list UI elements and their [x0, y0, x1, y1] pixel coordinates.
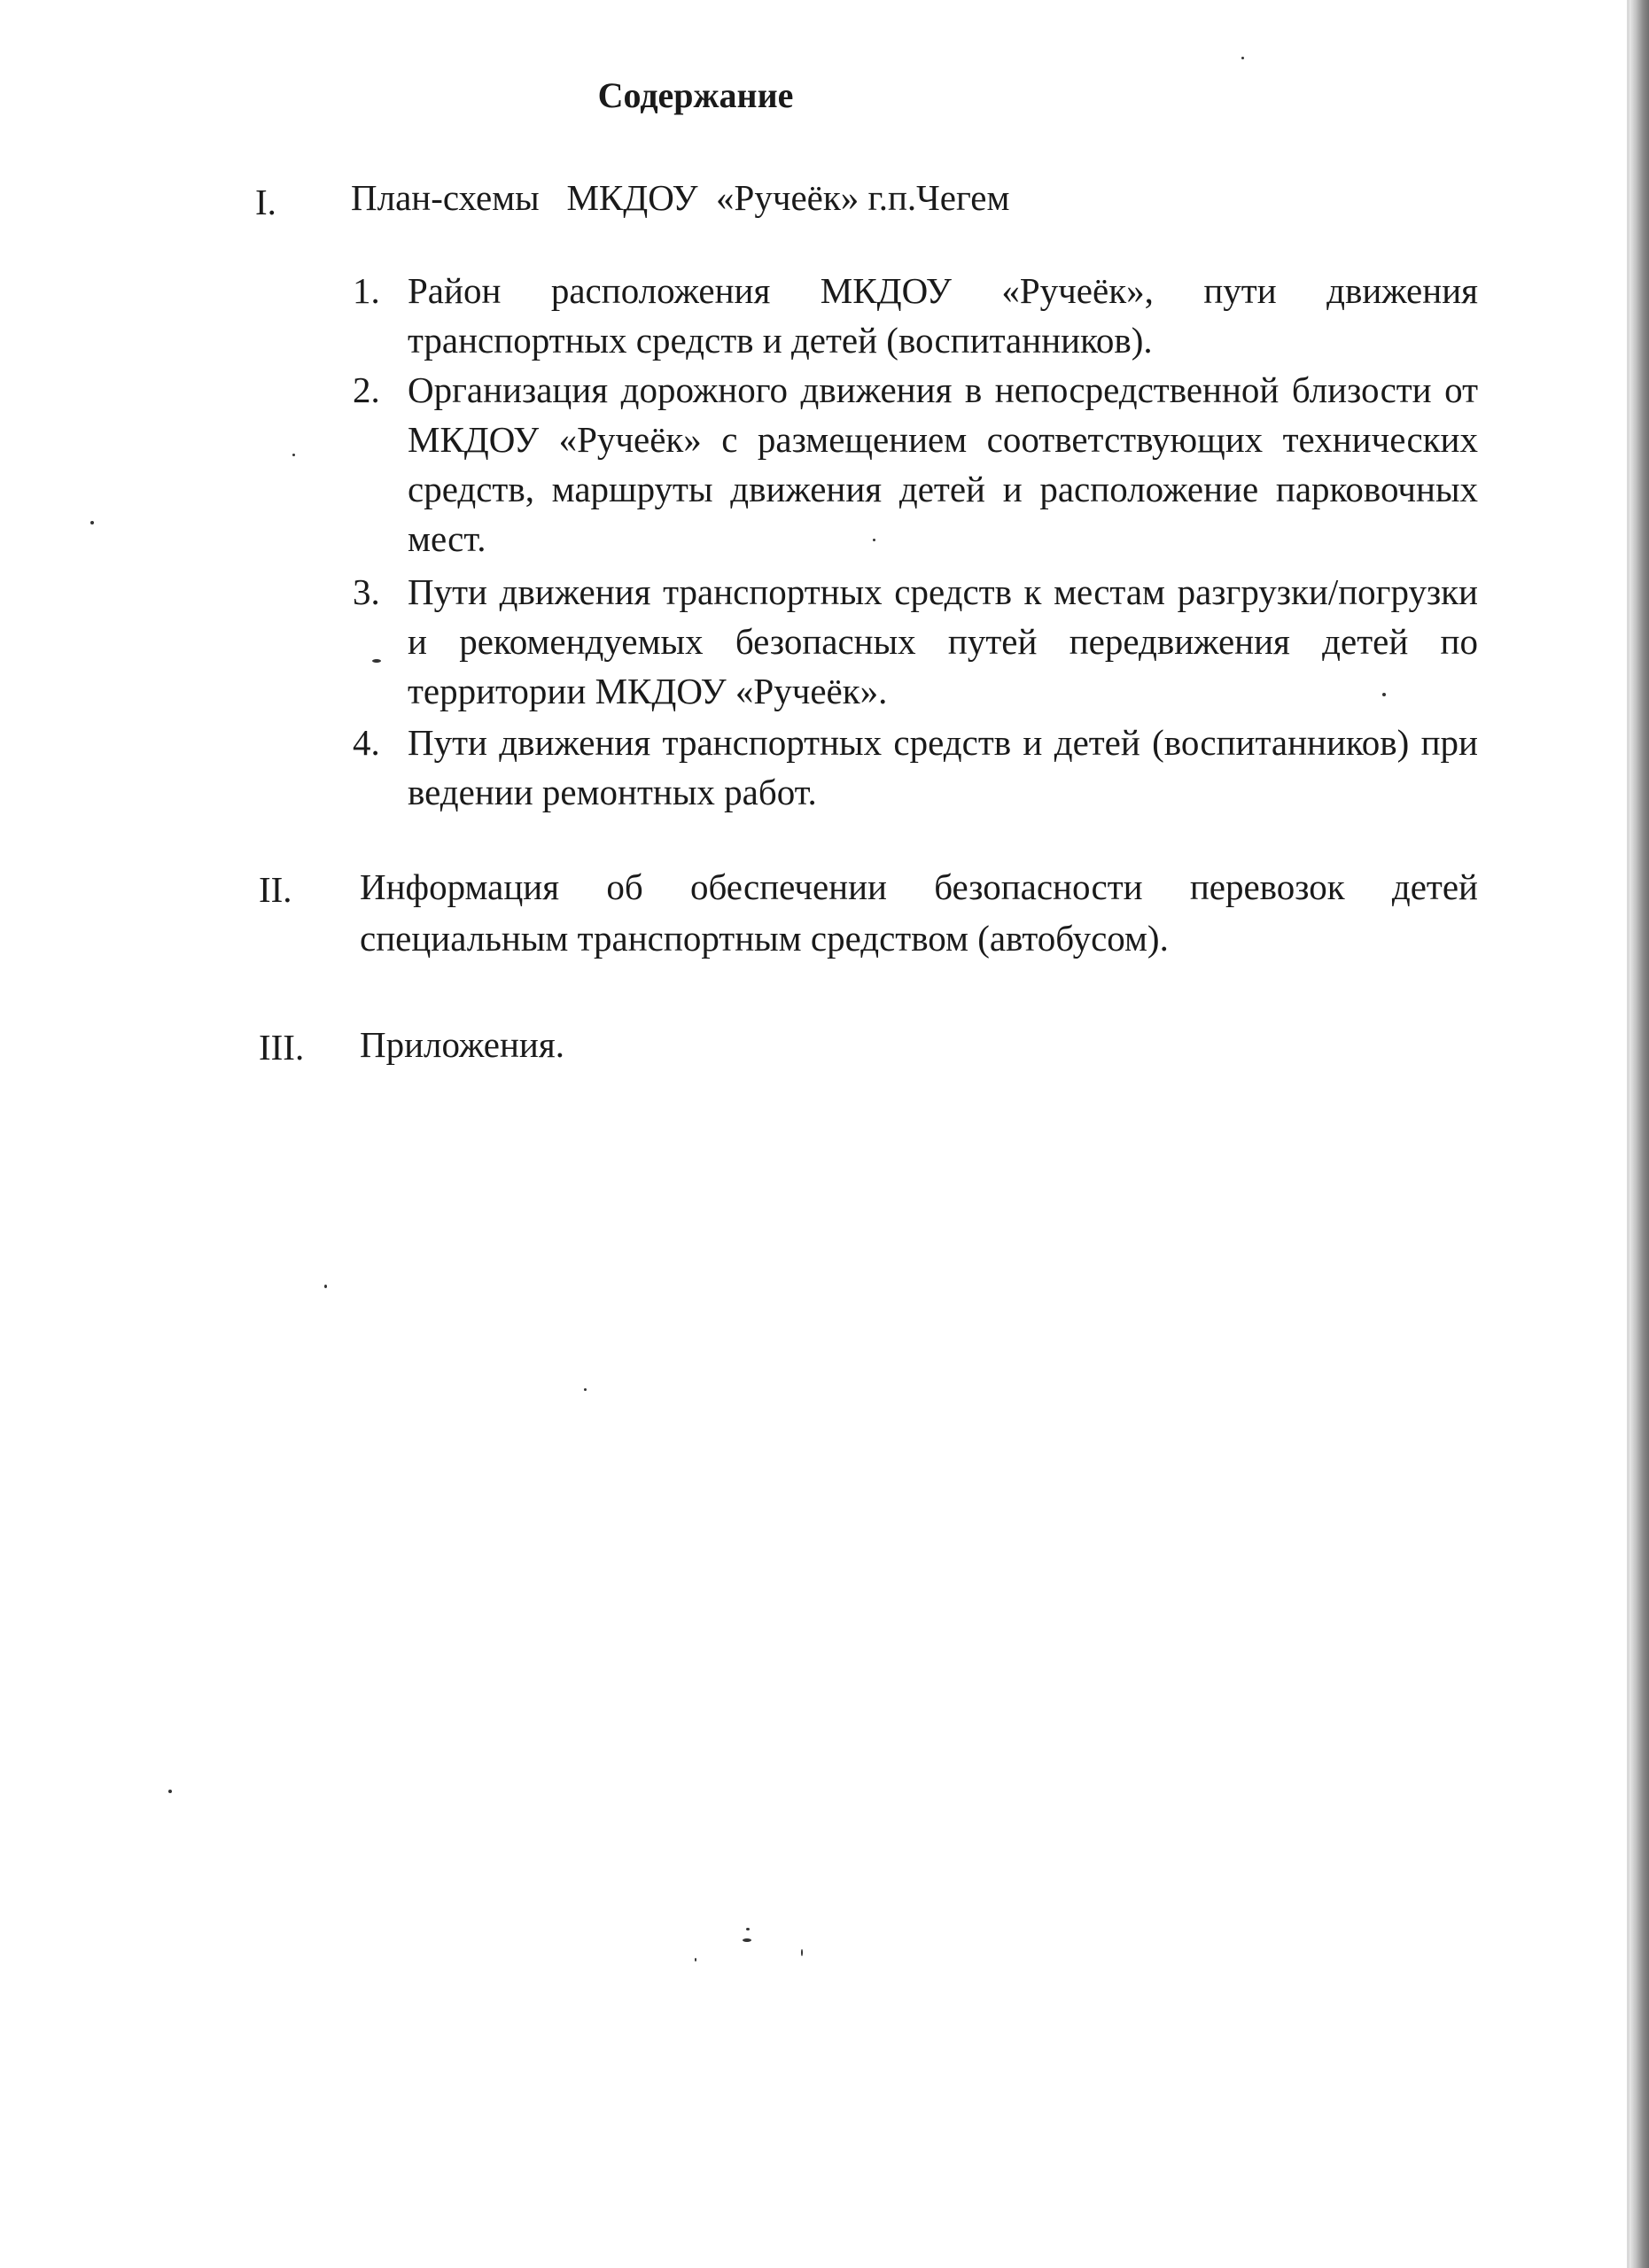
list-item-1: [353, 266, 1478, 365]
scan-speck: [1382, 693, 1386, 696]
scan-edge-shadow: [1630, 0, 1649, 2268]
section-2-text: Информация об обеспечении безопасности перевозок детей специальным транспортным средством (автобусом).: [360, 866, 1478, 959]
list-item-text: Организация дорожного движения в непосредственной близости от МКДОУ «Ручеёк» с размещением соответствующих технических средств, маршруты движения детей и расположение парковочных мест.: [408, 369, 1478, 559]
scan-speck: [873, 539, 875, 541]
list-item-3: [353, 567, 1478, 716]
scan-speck: [292, 454, 295, 456]
scan-speck: [1241, 57, 1244, 59]
section-1-numeral: I.: [255, 182, 276, 222]
scan-speck: [324, 1285, 327, 1288]
page-title: Содержание: [597, 75, 794, 115]
section-3-text: Приложения.: [360, 1024, 564, 1065]
scan-speck: [801, 1949, 803, 1956]
list-item-4: [353, 718, 1478, 817]
list-item-text: Район расположения МКДОУ «Ручеёк», пути движения транспортных средств и детей (воспитанников).: [408, 270, 1478, 361]
section-3-numeral: III.: [259, 1027, 305, 1068]
section-1-heading: План-схемы МКДОУ «Ручеёк» г.п.Чегем: [351, 177, 1010, 218]
scan-speck: [695, 1958, 696, 1961]
scan-speck: [90, 521, 94, 524]
scan-speck: [168, 1790, 172, 1793]
list-item-text: Пути движения транспортных средств и детей (воспитанников) при ведении ремонтных работ.: [408, 722, 1478, 812]
scan-speck: [746, 1928, 750, 1930]
list-item-number: 3.: [353, 571, 380, 612]
list-item-number: 1.: [353, 270, 380, 311]
scan-speck: [372, 659, 381, 663]
list-item-text: Пути движения транспортных средств к местам разгрузки/погрузки и рекомендуемых безопасных путей передвижения детей по территории МКДОУ «Ручеёк».: [408, 571, 1478, 711]
section-2-numeral: II.: [259, 869, 292, 910]
scan-speck: [743, 1938, 751, 1942]
list-item-2: [353, 365, 1478, 563]
scan-speck: [584, 1388, 587, 1391]
list-item-number: 2.: [353, 369, 380, 410]
list-item-number: 4.: [353, 722, 380, 763]
